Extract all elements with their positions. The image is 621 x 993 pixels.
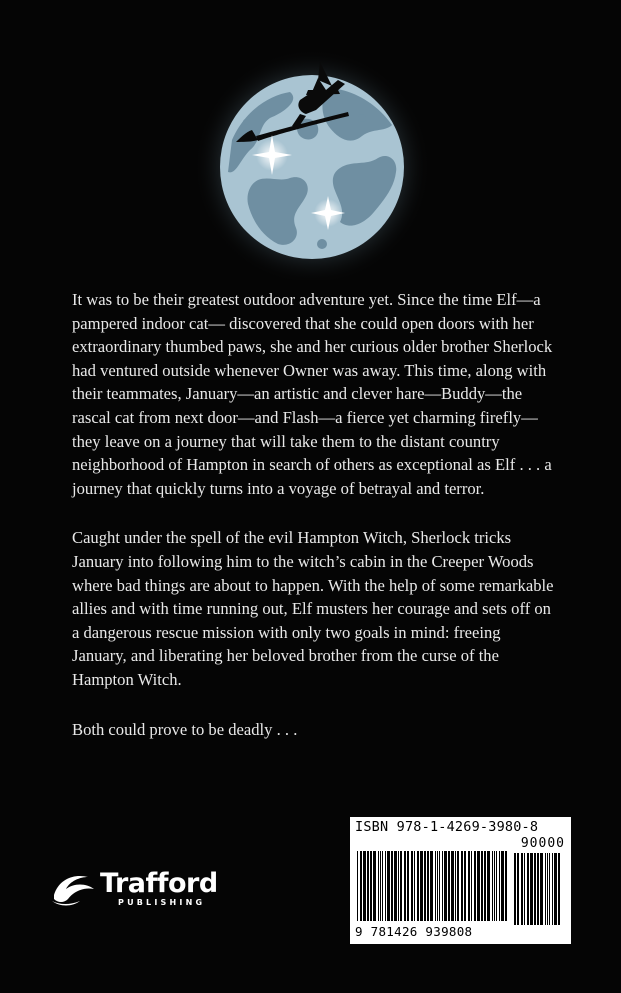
barcode-bar [437,851,438,921]
barcode-bar [382,851,383,921]
barcode-bar [494,851,495,921]
barcode-bar [552,853,553,925]
barcode-bar [517,853,519,925]
barcode-bar [427,851,429,921]
barcode-bar [417,851,419,921]
barcode-bar [439,851,440,921]
barcode-bar [404,851,406,921]
blurb-paragraph: Caught under the spell of the evil Hampton Witch, Sherlock tricks January into following him to the witch’s cabin in the Creeper Woods where bad things are about to happen. With the help of some remarkable allies and with time running out, Elf musters her courage and sets off on a dangerous rescue mission with only two goals in mind: freeing January, and liberating her beloved brother from the curse of the Hampton Witch. [72,528,554,689]
barcode-bar [363,851,366,921]
barcode-bar [461,851,463,921]
back-cover-blurb [72,288,558,767]
barcode-bar [468,851,470,921]
barcode-bar [391,851,393,921]
barcode-bar [444,851,447,921]
barcode-bar [387,851,390,921]
barcode-bar [407,851,409,921]
barcode-bar [414,851,415,921]
barcode-bar [477,851,480,921]
barcode-bar [398,851,399,921]
publisher-wordmark [100,870,218,908]
barcode-bar [487,851,490,921]
barcode-bar [448,851,450,921]
barcode-bar [411,851,413,921]
barcode-bar [357,851,358,921]
price-addon: 90000 [520,836,565,851]
barcode-bars [355,851,567,925]
barcode-bar [521,853,523,925]
barcode-bar [554,853,557,925]
barcode-bar [530,853,533,925]
barcode-bar [370,851,372,921]
barcode-bar [558,853,560,925]
publisher-tagline: PUBLISHING [118,898,206,907]
barcode-bar [394,851,397,921]
barcode-bar [524,853,525,925]
barcode-bar [501,851,504,921]
barcode-bar [464,851,466,921]
publisher-name: Trafford [100,868,218,899]
barcode-bar [451,851,454,921]
barcode-bar [442,851,443,921]
barcode-bar [457,851,459,921]
isbn-label: ISBN 978-1-4269-3980-8 [355,819,539,835]
barcode-bar [380,851,381,921]
ean-digits: 9 781426 939808 [355,924,473,939]
blurb-paragraph: Both could prove to be deadly . . . [72,719,298,739]
barcode-bar [505,851,507,921]
publisher-logo [50,870,218,908]
full-moon-icon [194,49,430,280]
isbn-barcode [350,817,571,944]
barcode-bar [484,851,486,921]
blurb-paragraph: It was to be their greatest outdoor adventure yet. Since the time Elf—a pampered indoor cat— discovered that she could open doors with her extraordinary thumbed paws, she and her curious older brother Sherlock had ventured outside whenever Owner was away. This time, along with their teammates, January—an artistic and clever hare—Buddy—the rascal cat from next door—and Flash—a fierce yet charming firefly—they leave on a journey that will take them to the distant country neighborhood of Hampton in search of others as exceptional as Elf . . . a journey that quickly turns into a voyage of betrayal and terror. [72,290,553,498]
barcode-bar [499,851,500,921]
barcode-bar [527,853,529,925]
barcode-bar [534,853,536,925]
barcode-bar [385,851,386,921]
barcode-bar [455,851,456,921]
barcode-bar [549,853,550,925]
barcode-bar [435,851,436,921]
barcode-bar [537,853,539,925]
barcode-bar [360,851,362,921]
barcode-bar [430,851,433,921]
barcode-bar [474,851,476,921]
barcode-bar [540,853,543,925]
barcode-bar [496,851,497,921]
barcode-bar [481,851,483,921]
barcode-bar [471,851,472,921]
barcode-bar [420,851,423,921]
barcode-bar [373,851,376,921]
barcode-bar [400,851,402,921]
trafford-wave-logo-icon [50,871,96,907]
barcode-bar [367,851,369,921]
barcode-bar [547,853,548,925]
barcode-bar [545,853,546,925]
barcode-bar [492,851,493,921]
barcode-bar [514,853,516,925]
barcode-bar [424,851,426,921]
barcode-bar [378,851,379,921]
cover-illustration [0,0,621,280]
